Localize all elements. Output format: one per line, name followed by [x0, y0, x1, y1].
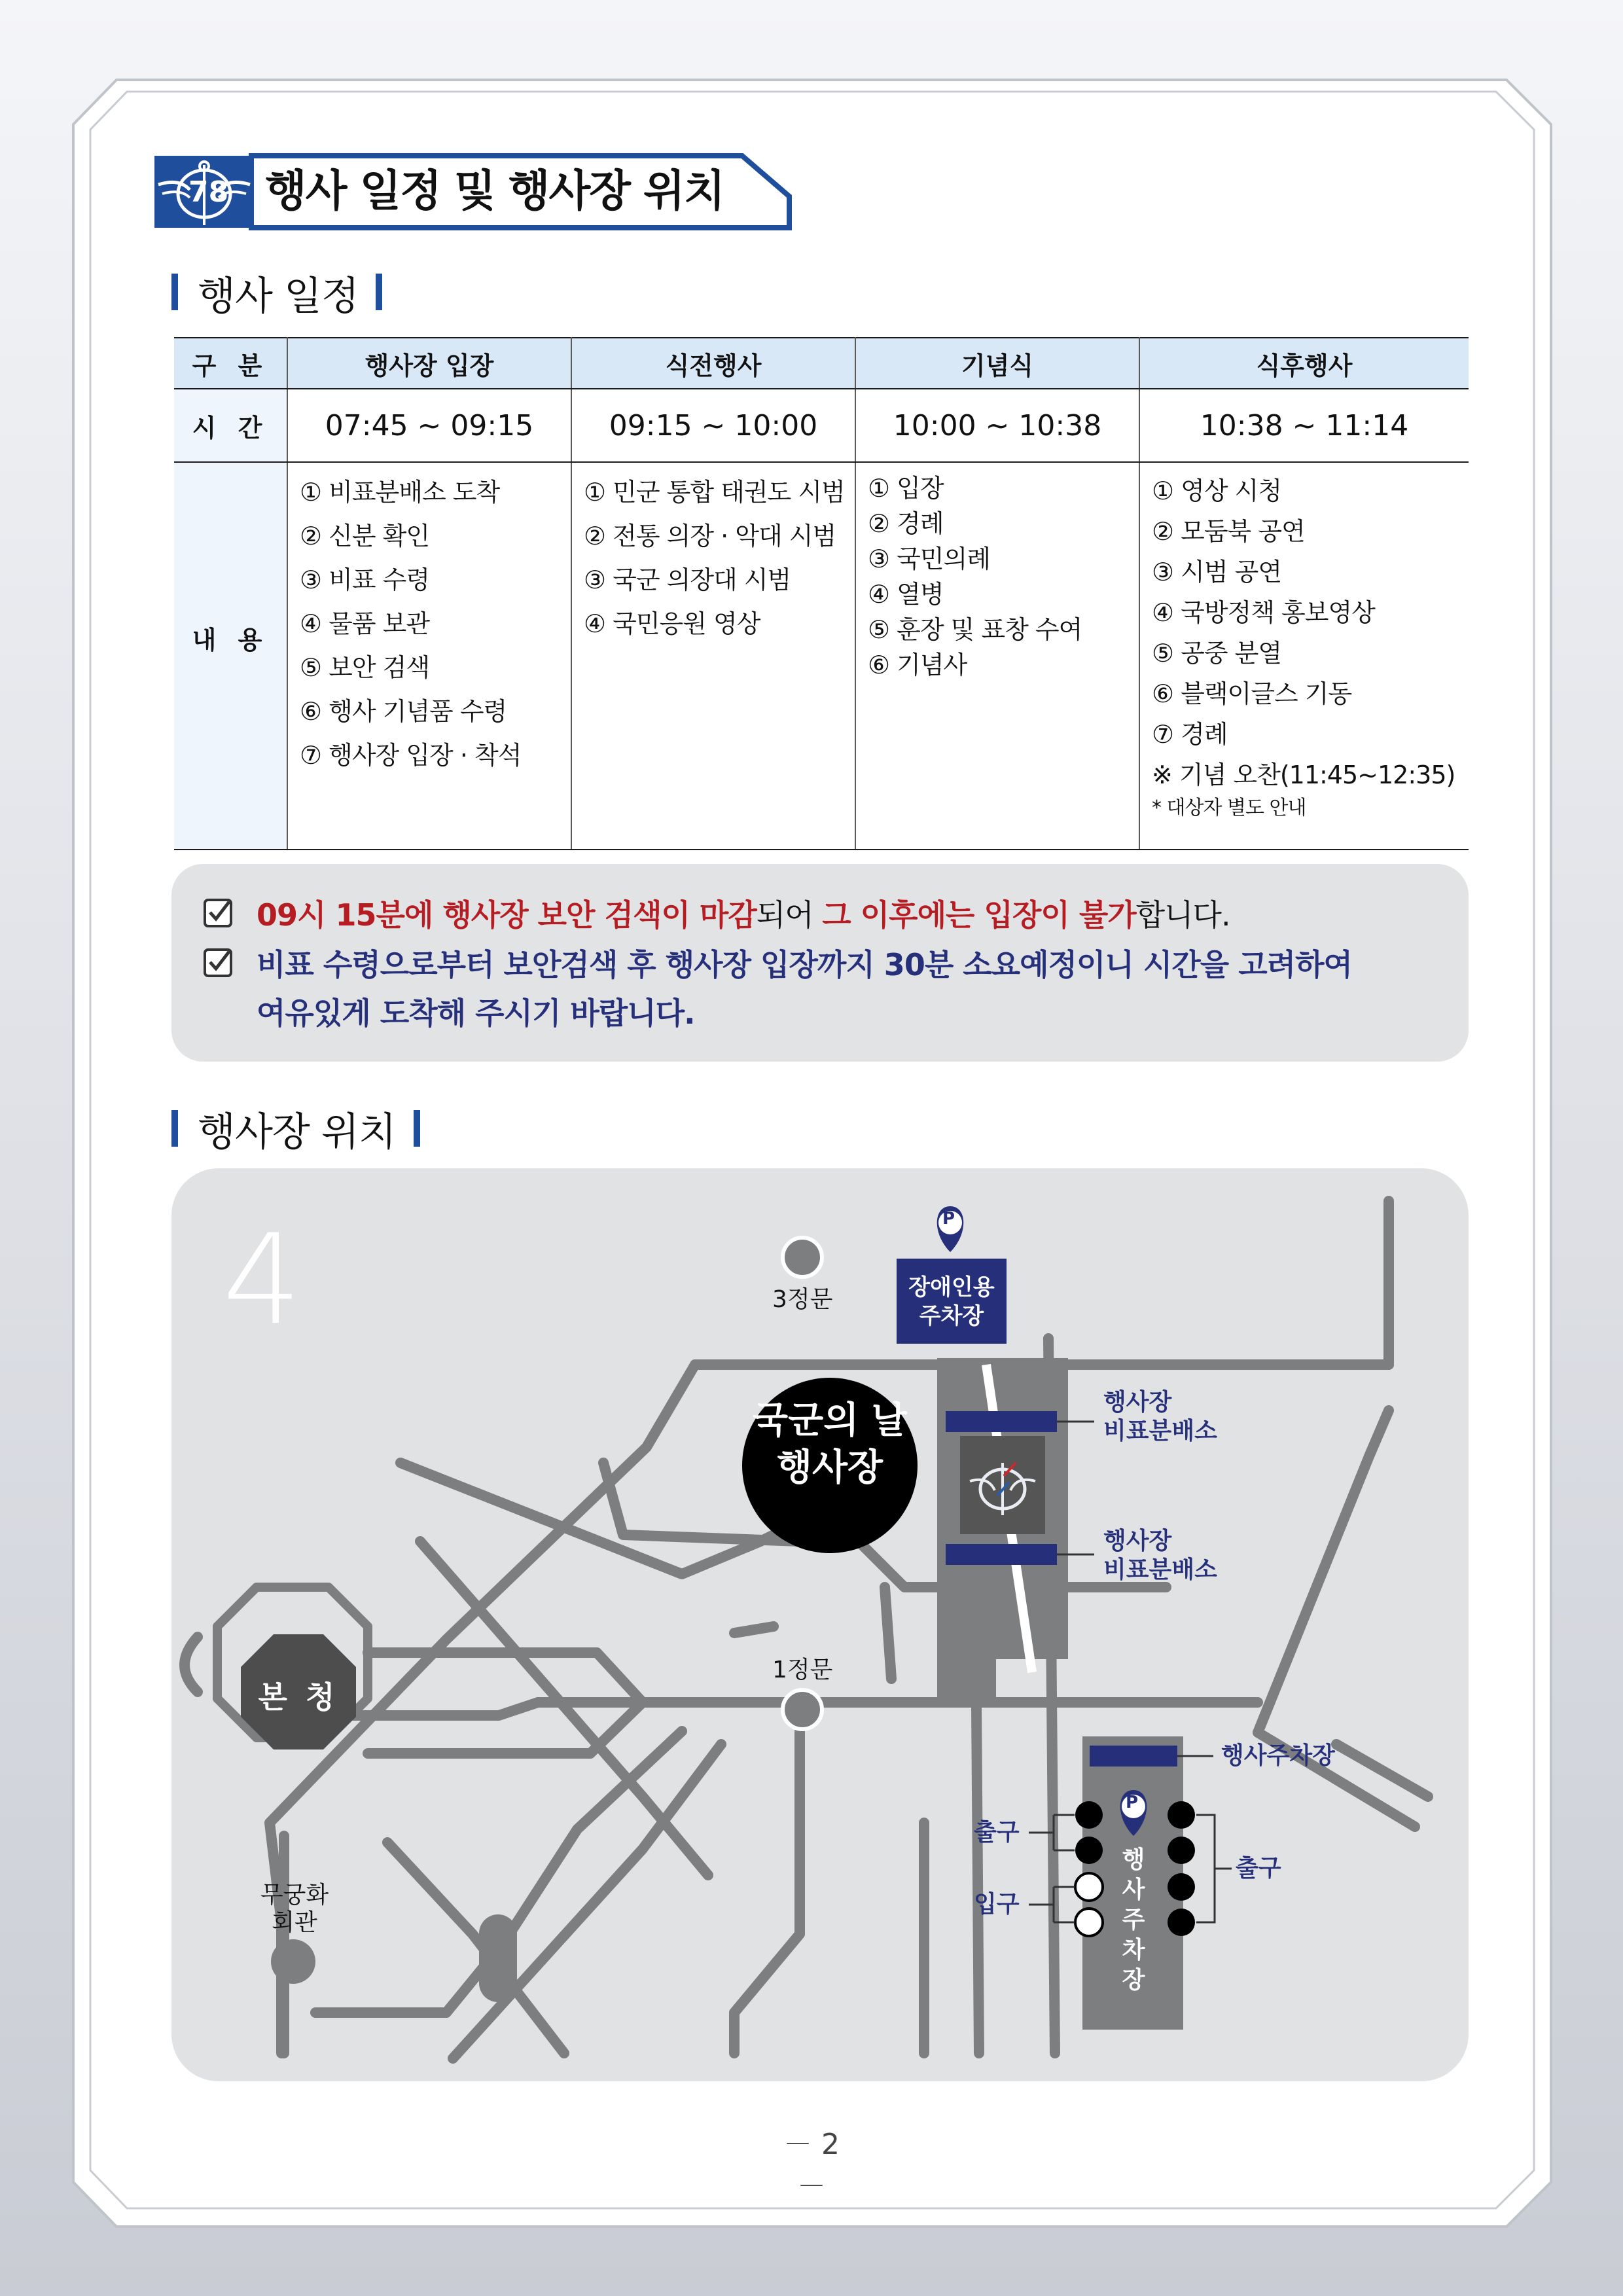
- notice-box: [171, 864, 1469, 1062]
- list-item: ① 입장: [868, 474, 944, 503]
- list-item: ⑥ 기념사: [868, 651, 967, 679]
- disabled-parking-label: 장애인용 주차장: [908, 1274, 995, 1329]
- column-header: 식후행사: [1139, 338, 1469, 389]
- time-cell: 07:45 ~ 09:15: [287, 389, 571, 462]
- venue-label: 국군의 날 행사장: [753, 1399, 907, 1489]
- list-item: ④ 열병: [868, 580, 944, 609]
- schedule-section-title: 행사 일정: [198, 274, 359, 319]
- column-header: 행사장 입장: [287, 338, 571, 389]
- exit-label: 출구: [974, 1819, 1020, 1846]
- table-content-row: [174, 462, 1469, 850]
- logo-number: 78: [188, 175, 229, 209]
- list-item: ⑤ 훈장 및 표창 수여: [868, 615, 1082, 644]
- list-item: ④ 국방정책 홍보영상: [1152, 598, 1375, 627]
- list-item: ※ 기념 오찬(11:45~12:35): [1152, 761, 1455, 789]
- page-title: 행사 일정 및 행사장 위치: [265, 166, 724, 216]
- column-header: 식전행사: [571, 338, 855, 389]
- column-header: 기념식: [855, 338, 1139, 389]
- page-number: － 2 －: [783, 2128, 840, 2203]
- notice-line-1: 09시 15분에 행사장 보안 검색이 마감되어 그 이후에는 입장이 불가합니다.: [257, 897, 1230, 933]
- time-cell: 10:00 ~ 10:38: [855, 389, 1139, 462]
- exit-label: 출구: [1236, 1855, 1281, 1882]
- content-cell: [287, 462, 571, 850]
- time-cell: 10:38 ~ 11:14: [1139, 389, 1469, 462]
- list-item: ② 경례: [868, 509, 944, 538]
- list-item: ② 신분 확인: [300, 522, 430, 550]
- event-parking-vertical-label: 행 사 주 차 장: [1122, 1846, 1145, 1994]
- event-parking-label: 행사주차장: [1221, 1742, 1335, 1769]
- pass-booth-label: 행사장 비표분배소: [1103, 1528, 1217, 1583]
- list-item: ③ 시범 공연: [1152, 558, 1282, 586]
- section-bar-right: [376, 274, 382, 310]
- checkbox-icon: [203, 948, 233, 978]
- list-item: ⑤ 공중 분열: [1152, 639, 1282, 668]
- content-cell: [571, 462, 855, 850]
- mugunghwa-hall-label: 무궁화 회관: [260, 1882, 329, 1936]
- notice-line-2: 비표 수령으로부터 보안검색 후 행사장 입장까지 30분 소요예정이니 시간을 고려하여: [257, 947, 1352, 982]
- entrance-label: 입구: [974, 1891, 1020, 1918]
- list-item: ① 영상 시청: [1152, 476, 1282, 505]
- list-item: ① 민군 통합 태권도 시범: [584, 478, 845, 507]
- main-building-label: 본 청: [258, 1679, 339, 1715]
- venue-map: [171, 1168, 1469, 2081]
- time-cell: 09:15 ~ 10:00: [571, 389, 855, 462]
- table-header-row: [174, 338, 1469, 389]
- list-item: ③ 비표 수령: [300, 565, 430, 594]
- gate-3-label: 3정문: [772, 1286, 833, 1313]
- list-item: ① 비표분배소 도착: [300, 478, 500, 507]
- parking-pin-label: P: [942, 1209, 955, 1229]
- table-time-row: [174, 389, 1469, 462]
- list-item: ⑥ 행사 기념품 수령: [300, 697, 507, 726]
- schedule-table: [174, 337, 1469, 850]
- list-item: ③ 국민의례: [868, 545, 990, 573]
- section-bar-left: [171, 1110, 178, 1147]
- list-item: ⑤ 보안 검색: [300, 653, 430, 682]
- gate-1-label: 1정문: [772, 1657, 833, 1683]
- list-item: ③ 국군 의장대 시범: [584, 565, 791, 594]
- content-cell: [855, 462, 1139, 850]
- location-section-title: 행사장 위치: [198, 1109, 396, 1155]
- category-label: 구 분: [174, 338, 287, 389]
- content-cell: [1139, 462, 1469, 850]
- pass-booth-label: 행사장 비표분배소: [1103, 1389, 1217, 1444]
- section-bar-left: [171, 274, 178, 310]
- notice-line-3: 여유있게 도착해 주시기 바랍니다.: [257, 996, 695, 1031]
- list-item: ② 전통 의장 · 악대 시범: [584, 522, 836, 550]
- content-label: 내 용: [174, 462, 287, 850]
- list-item: ⑦ 행사장 입장 · 착석: [300, 741, 522, 770]
- section-bar-right: [414, 1110, 420, 1147]
- time-label: 시 간: [174, 389, 287, 462]
- parking-pin-label: P: [1126, 1793, 1139, 1812]
- list-item: ⑥ 블랙이글스 기동: [1152, 679, 1352, 708]
- map-number: 4: [223, 1208, 302, 1352]
- sub-note: * 대상자 별도 안내: [1152, 797, 1306, 819]
- list-item: ④ 국민응원 영상: [584, 609, 760, 638]
- list-item: ④ 물품 보관: [300, 609, 430, 638]
- checkbox-icon: [203, 898, 233, 928]
- list-item: ⑦ 경례: [1152, 720, 1228, 749]
- list-item: ② 모둠북 공연: [1152, 517, 1305, 546]
